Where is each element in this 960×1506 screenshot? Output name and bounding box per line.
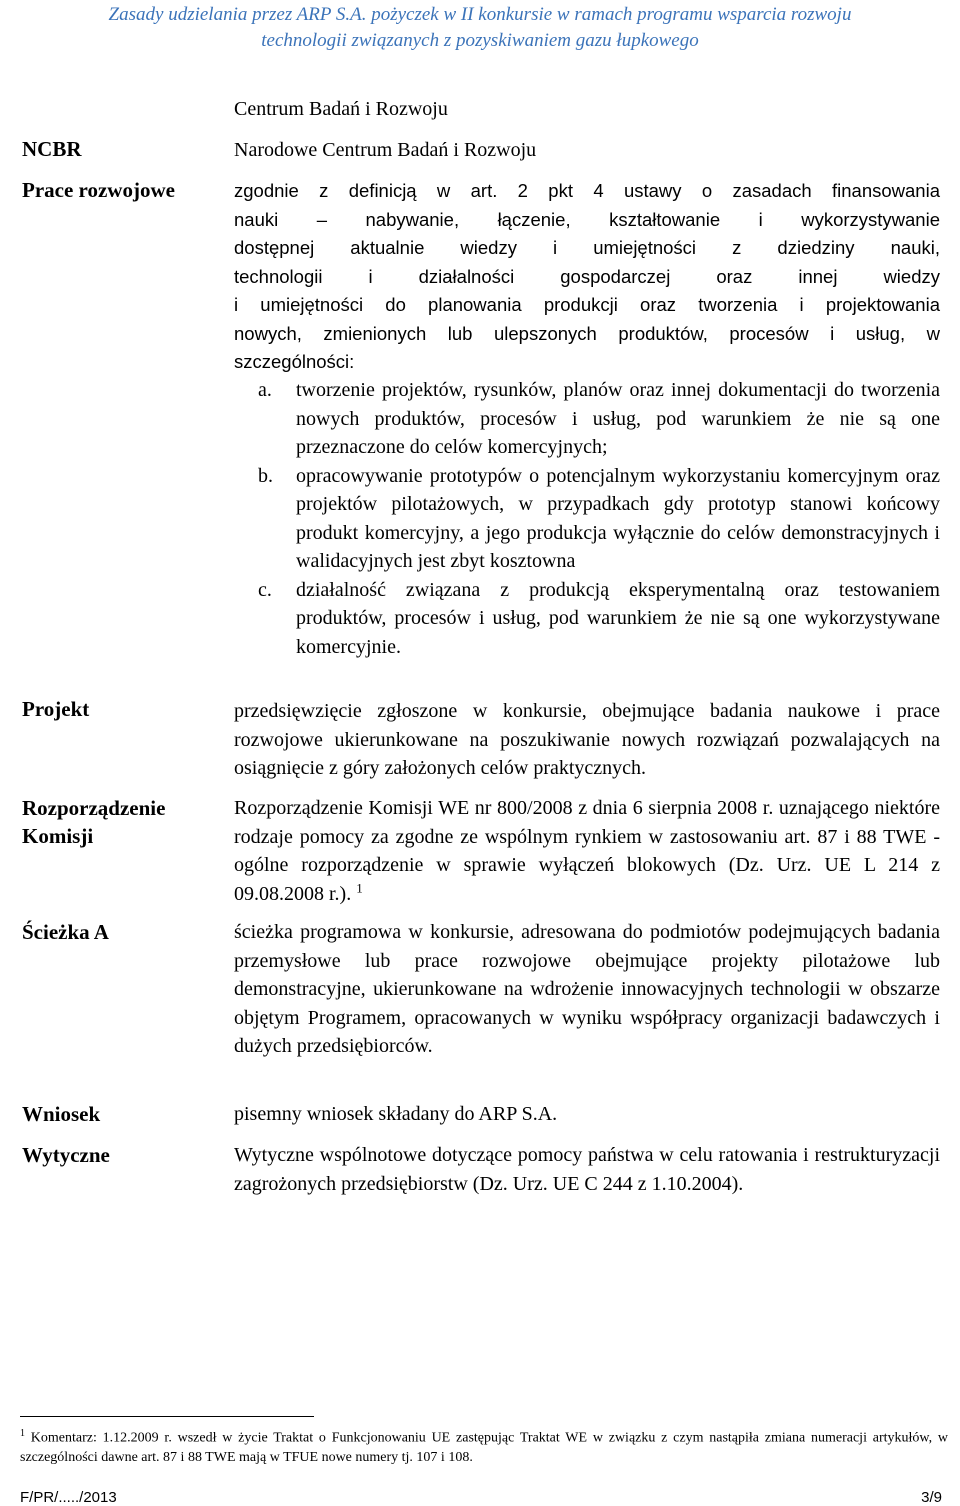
footnote-text: Komentarz: 1.12.2009 r. wszedł w życie Traktat o Funkcjonowaniu UE zastępując Traktat WE w związku z czym nastąpiła zmiana numeracji artykułów, w szczególności dawne art. 87 i 88 TWE mają w TFUE nowe numery tj. 107 i 108.	[20, 1430, 948, 1465]
term-projekt: Projekt	[22, 697, 90, 721]
footnote-separator	[20, 1416, 314, 1417]
ncbr-definition: Narodowe Centrum Badań i Rozwoju	[234, 139, 537, 161]
term-prace-rozwojowe: Prace rozwojowe	[22, 178, 175, 202]
running-header	[0, 2, 960, 54]
def-line: i umiejętności do planowania produkcji oraz tworzenia i projektowania	[234, 294, 940, 315]
prace-rozwojowe-definition	[234, 177, 940, 377]
header-line-2: technologii związanych z pozyskiwaniem gazu łupkowego	[261, 30, 699, 51]
rozporzadzenie-text: Rozporządzenie Komisji WE nr 800/2008 z dnia 6 sierpnia 2008 r. uznającego niektóre rodzaje pomocy za zgodne ze wspólnym rynkiem w zastosowaniu art. 87 i 88 TWE - ogólne rozporządzenie w sprawie wyłączeń blokowych (Dz. Urz. UE L 214 z 09.08.2008 r.).	[234, 797, 940, 905]
prace-rozwojowe-list	[258, 376, 940, 661]
term-line: Rozporządzenie	[22, 796, 166, 820]
ncbr-definition-prefix: Centrum Badań i Rozwoju	[234, 98, 448, 120]
rozporzadzenie-definition	[234, 794, 940, 908]
list-item	[258, 576, 940, 662]
term-sciezka-a: Ścieżka A	[22, 920, 109, 944]
list-item-text: działalność związana z produkcją eksperymentalną oraz testowaniem produktów, procesów i usług, pod warunkiem że nie są one wykorzystywane komercyjnie.	[296, 578, 940, 658]
footnote-reference[interactable]: 1	[356, 879, 363, 895]
def-line: nauki – nabywanie, łączenie, kształtowanie i wykorzystywanie	[234, 208, 940, 230]
def-line: zgodnie z definicją w art. 2 pkt 4 ustawy o zasadach finansowania	[234, 180, 940, 201]
def-line: dostępnej aktualnie wiedzy i umiejętności z dziedziny nauki,	[234, 237, 940, 258]
wniosek-definition: pisemny wniosek składany do ARP S.A.	[234, 1103, 558, 1125]
list-marker: a.	[258, 379, 272, 401]
def-line: nowych, zmienionych lub ulepszonych produktów, procesów i usług, w	[234, 322, 940, 344]
list-marker: c.	[258, 578, 272, 601]
list-item-text: tworzenie projektów, rysunków, planów oraz innej dokumentacji do tworzenia nowych produktów, procesów i usług, pod warunkiem że nie są one przeznaczone do celów komercyjnych;	[296, 379, 940, 458]
def-line: technologii i działalności gospodarczej oraz innej wiedzy	[234, 265, 940, 287]
list-marker: b.	[258, 464, 273, 487]
sciezka-a-definition: ścieżka programowa w konkursie, adresowana do podmiotów podejmujących badania przemysłowe lub prace rozwojowe obejmujące projekty pilotażowe lub demonstracyjne, ukierunkowane na wdrożenie innowacyjnych technologii w obszarze objętym Programem, opracowanych w wyniku współpracy organizacji badawczych i dużych przedsiębiorców.	[234, 921, 940, 1057]
footnote-number: 1	[20, 1428, 25, 1439]
list-item-text: opracowywanie prototypów o potencjalnym wykorzystaniu komercyjnym oraz projektów pilotażowych, w przypadkach gdy prototyp stanowi końcowy produkt komercyjny, a jego produkcja wyłącznie do celów demonstracyjnych i walidacyjnych jest zbyt kosztowna	[296, 464, 940, 572]
list-item	[258, 376, 940, 462]
footnote	[20, 1424, 948, 1467]
term-wniosek: Wniosek	[22, 1102, 101, 1126]
header-line-1: Zasady udzielania przez ARP S.A. pożyczek w II konkursie w ramach programu wsparcia rozwoju	[108, 4, 852, 25]
term-wytyczne: Wytyczne	[22, 1143, 110, 1167]
term-line: Komisji	[22, 824, 94, 848]
term-rozporzadzenie-komisji	[22, 794, 165, 850]
page-number: 3/9	[921, 1489, 942, 1506]
list-item	[258, 462, 940, 576]
def-line: szczególności:	[234, 351, 355, 372]
wytyczne-definition: Wytyczne wspólnotowe dotyczące pomocy państwa w celu ratowania i restrukturyzacji zagrożonych przedsiębiorstw (Dz. Urz. UE C 244 z 1.10.2004).	[234, 1144, 940, 1195]
term-ncbr: NCBR	[22, 137, 82, 161]
document-code: F/PR/...../2013	[20, 1489, 117, 1506]
projekt-definition: przedsięwzięcie zgłoszone w konkursie, obejmujące badania naukowe i prace rozwojowe ukierunkowane na poszukiwanie nowych rozwiązań pozwalających na osiągnięcie z góry założonych celów praktycznych.	[234, 700, 940, 779]
